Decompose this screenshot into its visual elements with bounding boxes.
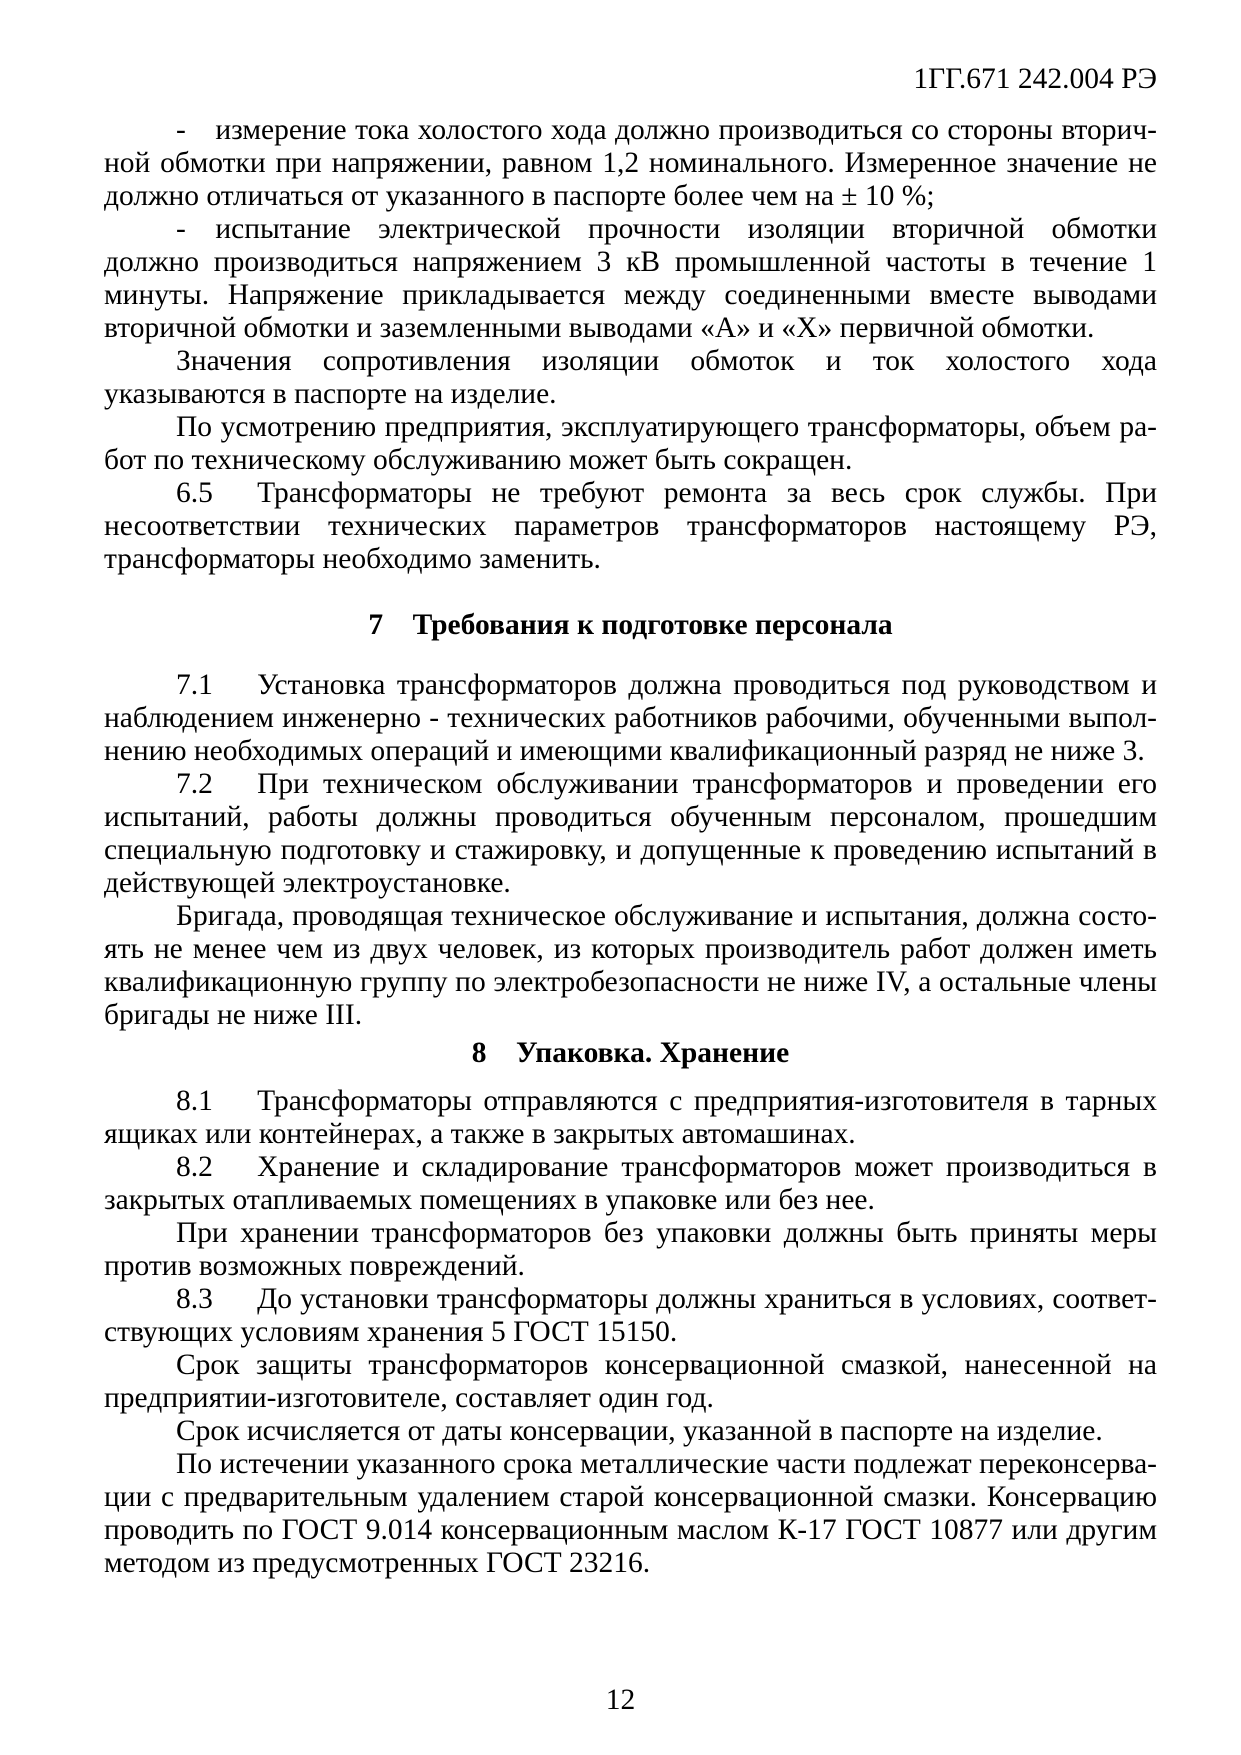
list-item-insulation-strength-test: - испытание электрической прочности изоляции вторичной обмотки должно производиться напряжением 3 кВ промышленной частоты в течение 1 минуты. Напряжение прикладывается между соединенными вместе выводами вторичной обмотки и заземленными выводами «А» и «Х» первичной обмотки.: [104, 213, 1157, 344]
paragraph-insulation-values-in-passport: Значения сопротивления изоляции обмоток и ток холостого хода указываются в паспорте на изделие.: [104, 345, 1157, 410]
paragraph-8-2-storage-premises: 8.2 Хранение и складирование трансформаторов может производиться в закрытых отапливаемых помещениях в упаковке или без нее.: [104, 1151, 1157, 1216]
paragraph-6-5-no-repair: 6.5 Трансформаторы не требуют ремонта за весь срок службы. При несоответствии технических параметров трансформаторов настоящему РЭ, трансформаторы необходимо заменить.: [104, 477, 1157, 575]
section-heading-8-packing-storage: 8 Упаковка. Хранение: [471, 1037, 790, 1069]
list-item-no-load-current-measurement: - измерение тока холостого хода должно производиться со стороны вторичной обмотки при напряжении, равном 1,2 номинального. Измеренное значение не должно отличаться от указанного в паспорте более чем на ± 10 %;: [104, 114, 1157, 212]
paragraph-8-1-shipping: 8.1 Трансформаторы отправляются с предприятия-изготовителя в тарных ящиках или контейнерах, а также в закрытых автомашинах.: [104, 1085, 1157, 1150]
document-body: [104, 114, 1157, 1580]
paragraph-8-3-storage-conditions: 8.3 До установки трансформаторы должны храниться в условиях, соответствующих условиям хранения 5 ГОСТ 15150.: [104, 1283, 1157, 1348]
paragraph-represervation-procedure: По истечении указанного срока металлические части подлежат переконсервации с предварительным удалением старой консервационной смазки. Консервацию проводить по ГОСТ 9.014 консервационным маслом К-17 ГОСТ 10877 или другим методом из предусмотренных ГОСТ 23216.: [104, 1448, 1157, 1579]
paragraph-7-1-installation-supervision: 7.1 Установка трансформаторов должна проводиться под руководством и наблюдением инженерно - технических работников рабочими, обученными выполнению необходимых операций и имеющими квалификационный разряд не ниже 3.: [104, 669, 1157, 767]
document-code: 1ГГ.671 242.004 РЭ: [913, 63, 1157, 95]
paragraph-preservation-grease-period: Срок защиты трансформаторов консервационной смазкой, нанесенной на предприятии-изготовителе, составляет один год.: [104, 1349, 1157, 1414]
section-heading-7-personnel-requirements: 7 Требования к подготовке персонала: [368, 609, 893, 641]
paragraph-storage-without-packaging: При хранении трансформаторов без упаковки должны быть приняты меры против возможных повреждений.: [104, 1217, 1157, 1282]
paragraph-brigade-requirements: Бригада, проводящая техническое обслуживание и испытания, должна состоять не менее чем из двух человек, из которых производитель работ должен иметь квалификационную группу по электробезопасности не ниже IV, а остальные члены бригады не ниже III.: [104, 900, 1157, 1031]
paragraph-period-start-date: Срок исчисляется от даты консервации, указанной в паспорте на изделие.: [176, 1415, 1103, 1447]
paragraph-7-2-maintenance-personnel: 7.2 При техническом обслуживании трансформаторов и проведении его испытаний, работы должны проводиться обученным персоналом, прошедшим специальную подготовку и стажировку, и допущенные к проведению испытаний в действующей электроустановке.: [104, 768, 1157, 899]
paragraph-maintenance-scope-reduction: По усмотрению предприятия, эксплуатирующего трансформаторы, объем работ по техническому обслуживанию может быть сокращен.: [104, 411, 1157, 476]
page-number: 12: [605, 1684, 636, 1716]
